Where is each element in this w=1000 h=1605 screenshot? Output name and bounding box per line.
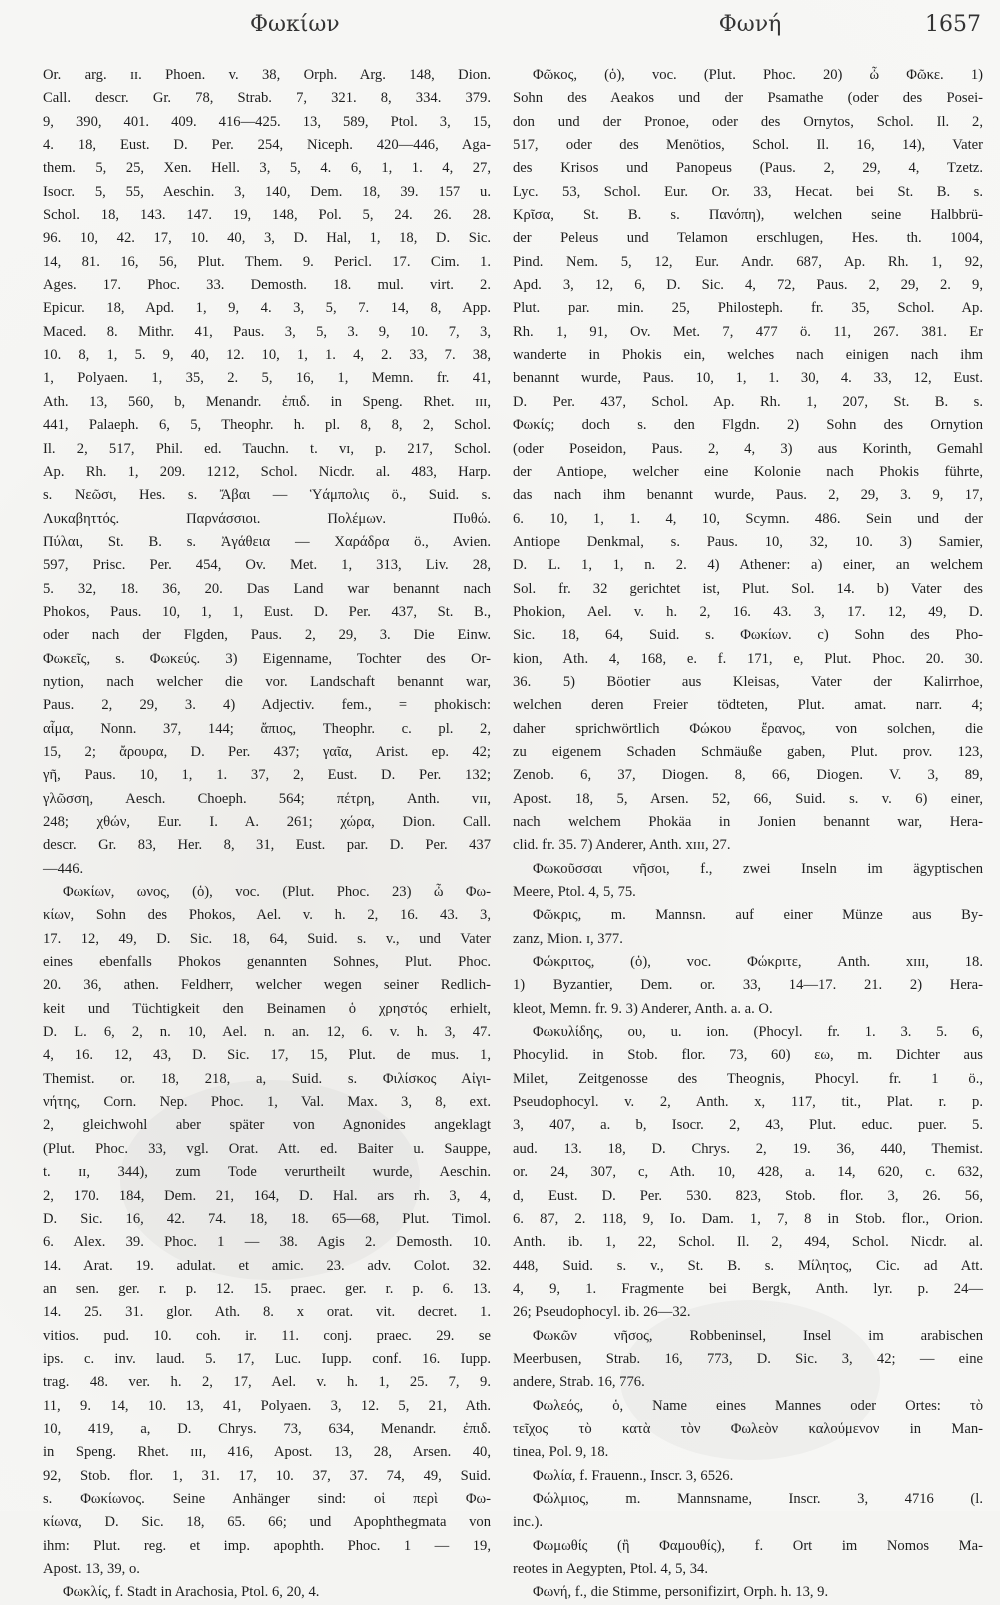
text-line: benannt wurde, Paus. 10, 1, 1. 30, 4. 33, 12, Eust.	[513, 370, 983, 387]
text-line: Call. descr. Gr. 78, Strab. 7, 321. 8, 334. 379.	[43, 90, 491, 107]
entry-headword-line: Φῶκρις, m. Mannsn. auf einer Münze aus By-	[533, 907, 983, 924]
text-line: welchen deren Freier tödteten, Plut. amat. narr. 4;	[513, 697, 983, 714]
text-line: 4. 18, Eust. D. Per. 254, Niceph. 420—446, Aga-	[43, 137, 491, 154]
text-line: don und der Pronoe, oder des Ornytos, Schol. Il. 2,	[513, 113, 983, 130]
text-line: Κρῖσα, St. B. s. Πανόπη), welchen seine Halbbrü-	[513, 207, 983, 224]
text-line: Apost. 13, 39, o.	[43, 1561, 140, 1577]
text-line: zanz, Mion. ɪ, 377.	[513, 930, 623, 947]
text-line: 9, 390, 401. 409. 416—425. 13, 589, Ptol. 3, 15,	[43, 113, 491, 130]
text-line: andere, Strab. 16, 776.	[513, 1374, 645, 1391]
text-line: Phokos, Paus. 10, 1, 1, Eust. D. Per. 437, St. B.,	[43, 603, 491, 620]
text-line: 248; χθών, Eur. I. A. 261; χώρα, Dion. Call.	[43, 814, 491, 830]
text-line: 17. 12, 49, D. Sic. 18, 64, Suid. s. v., und Vater	[43, 930, 491, 947]
text-line: Phocylid. in Stob. flor. 73, 60) εω, m. Dichter aus	[513, 1047, 983, 1064]
text-line: Apd. 3, 12, 6, D. Sic. 4, 72, Paus. 2, 29, 2. 9,	[513, 277, 983, 294]
text-line: s. Φωκίωνος. Seine Anhänger sind: οἱ περὶ Φω-	[43, 1490, 491, 1507]
text-line: s. Νεῶσι, Hes. s. Ἄβαι — Ὑάμπολις ö., Suid. s.	[43, 487, 491, 504]
entry-headword-line: Φωνή, f., die Stimme, personifizirt, Orph. h. 13, 9.	[533, 1584, 829, 1601]
text-line: 1) Byzantier, Dem. or. 33, 14—17. 21. 2) Hera-	[513, 977, 983, 994]
text-line: nach welchem Phokäa in Jonien benannt war, Hera-	[513, 814, 983, 830]
text-line: αἷμα, Nonn. 37, 144; ἄπιος, Theophr. c. pl. 2,	[43, 720, 491, 737]
text-line: 2, 170. 184, Dem. 21, 164, D. Hal. ars rh. 3, 4,	[43, 1187, 491, 1204]
text-line: 14. Arat. 19. adulat. et amic. 23. adv. Colot. 32.	[43, 1257, 491, 1274]
text-line: Φωκίς; doch s. den Flgdn. 2) Sohn des Ornytion	[513, 417, 983, 434]
text-line: Meerbusen, Strab. 16, 773, D. Sic. 3, 42; — eine	[513, 1350, 983, 1367]
text-line: clid. fr. 35. 7) Anderer, Anth. xɪɪɪ, 27.	[513, 837, 731, 854]
text-line: —446.	[43, 860, 84, 877]
entry-headword-line: Φωλία, f. Frauenn., Inscr. 3, 6526.	[533, 1467, 734, 1484]
text-line: 6. 87, 2. 118, 9, Io. Dam. 1, 7, 8 in Stob. flor., Orion.	[513, 1210, 983, 1227]
text-line: 14. 25. 31. glor. Ath. 8. x orat. vit. decret. 1.	[43, 1304, 491, 1321]
text-line: des Krisos und Panopeus (Paus. 2, 29, 4, Tzetz.	[513, 160, 983, 177]
entry-headword-line: Φωκῶν νῆσος, Robbeninsel, Insel im arabischen	[533, 1327, 983, 1344]
text-line: Pseudophocyl. v. 2, Anth. x, 117, tit., Plat. r. p.	[513, 1094, 983, 1111]
text-line: in Speng. Rhet. ɪɪɪ, 416, Apost. 13, 28, Arsen. 40,	[43, 1444, 491, 1461]
text-line: (oder Poseidon, Paus. 2, 4, 3) aus Korinth, Gemahl	[513, 440, 983, 457]
text-line: Paus. 2, 29, 3. 4) Adjectiv. fem., = phokisch:	[43, 697, 491, 714]
text-line: Isocr. 5, 55, Aeschin. 3, 140, Dem. 18, 39. 157 u.	[43, 183, 491, 200]
text-line: Maced. 8. Mithr. 41, Paus. 3, 5, 3. 9, 10. 7, 3,	[43, 323, 491, 340]
text-line: 4, 16. 12, 43, D. Sic. 17, 15, Plut. de mus. 1,	[43, 1047, 491, 1064]
text-line: kleot, Memn. fr. 9. 3) Anderer, Anth. a. a. O.	[513, 1000, 773, 1017]
entry-headword-line: Φωκίων, ωνος, (ὁ), voc. (Plut. Phoc. 23) ὦ Φω-	[63, 884, 491, 901]
text-line: τεῖχος τὸ κατὰ τὸν Φωλεὸν καλούμενον in Man-	[513, 1420, 983, 1437]
text-line: 14, 81. 16, 56, Plut. Them. 9. Pericl. 17. Cim. 1.	[43, 253, 491, 270]
text-line: Anth. ib. 1, 22, Schol. Il. 2, 494, Schol. Nicdr. al.	[513, 1234, 983, 1251]
text-line: das nach ihm benannt wurde, Paus. 2, 29, 3. 9, 17,	[513, 487, 983, 504]
text-line: 448, Suid. s. v., St. B. s. Μίλητος, Cic. ad Att.	[513, 1257, 983, 1274]
text-line: Sic. 18, 64, Suid. s. Φωκίων. c) Sohn des Pho-	[513, 627, 983, 644]
page-number: 1657	[925, 12, 981, 37]
entry-headword-line: Φωλεός, ὁ, Name eines Mannes oder Ortes: τὸ	[533, 1397, 983, 1414]
text-line: 26; Pseudophocyl. ib. 26—32.	[513, 1304, 691, 1321]
text-line: Themist. or. 18, 218, a, Suid. s. Φιλίσκος Αἰγι-	[43, 1070, 491, 1087]
running-head-right: Φωνή	[718, 12, 782, 37]
text-line: κίων, Sohn des Phokos, Ael. v. h. 2, 16. 43. 3,	[43, 907, 491, 924]
text-line: 2, gleichwohl aber später von Agnonides angeklagt	[43, 1117, 491, 1134]
text-line: Meere, Ptol. 4, 5, 75.	[513, 884, 636, 901]
text-line: aud. 13. 18, D. Chrys. 2, 19. 36, 440, Themist.	[513, 1140, 983, 1157]
text-line: Apost. 18, 5, Arsen. 52, 66, Suid. s. v. 6) einer,	[513, 790, 983, 807]
text-line: d, Eust. D. Per. 530. 823, Stob. flor. 3, 26. 56,	[513, 1187, 983, 1204]
text-line: 92, Stob. flor. 1, 31. 17, 10. 37, 37. 74, 49, Suid.	[43, 1467, 491, 1484]
text-line: 15, 2; ἄρουρα, D. Per. 437; γαῖα, Arist. ep. 42;	[43, 743, 491, 760]
text-line: Il. 2, 517, Phil. ed. Tauchn. t. ᴠɪ, p. 217, Schol.	[43, 440, 491, 457]
text-line: Antiope Denkmal, s. Paus. 10, 32, 10. 3) Samier,	[513, 533, 983, 550]
text-line: 441, Palaeph. 6, 5, Theophr. h. pl. 8, 8, 2, Schol.	[43, 417, 491, 434]
entry-headword-line: Φωκλίς, f. Stadt in Arachosia, Ptol. 6, 20, 4.	[63, 1584, 320, 1601]
text-line: zu eigenem Schaden Schmäuße gaben, Plut. prov. 123,	[513, 743, 983, 760]
text-line: Epicur. 18, Apd. 1, 9, 4. 3, 5, 7. 14, 8, App.	[43, 300, 491, 317]
text-line: der Antiope, welcher eine Kolonie nach Phokis führte,	[513, 463, 983, 480]
text-line: Phokion, Ael. v. h. 2, 16. 43. 3, 17. 12, 49, D.	[513, 603, 983, 620]
text-line: wanderte in Phokis ein, welches nach einigen nach ihm	[513, 347, 983, 364]
text-line: an sen. ger. r. p. 12. 15. praec. ger. r. p. 6. 13.	[43, 1280, 491, 1297]
text-line: D. Sic. 16, 42. 74. 18, 18. 65—68, Plut. Timol.	[43, 1210, 491, 1227]
text-line: γῆ, Paus. 10, 1, 1. 37, 2, Eust. D. Per. 132;	[43, 767, 491, 784]
right-column	[513, 64, 983, 1605]
text-line: reotes in Aegypten, Ptol. 4, 5, 34.	[513, 1561, 708, 1577]
text-line: 517, oder des Menötios, Schol. Il. 16, 14), Vater	[513, 137, 983, 154]
entry-headword-line: Φώλμιος, m. Mannsname, Inscr. 3, 4716 (l.	[533, 1490, 983, 1507]
text-line: Milet, Zeitgenosse des Theognis, Phocyl. fr. 1 ö.,	[513, 1070, 983, 1087]
text-line: Sohn des Aeakos und der Psamathe (oder des Posei-	[513, 90, 983, 107]
text-line: Plut. par. min. 25, Philosteph. fr. 35, Schol. Ap.	[513, 300, 983, 317]
text-line: keit und Tüchtigkeit den Beinamen ὁ χρηστός erhielt,	[43, 1000, 491, 1017]
entry-headword-line: Φωκυλίδης, ου, u. ion. (Phocyl. fr. 1. 3. 5. 6,	[533, 1024, 983, 1041]
text-line: 597, Prisc. Per. 454, Ov. Met. 1, 313, Liv. 28,	[43, 557, 491, 574]
text-line: D. L. 6, 2, n. 10, Ael. n. an. 12, 6. v. h. 3, 47.	[43, 1024, 491, 1041]
text-line: D. L. 1, 1, n. 2. 4) Athener: a) einer, an welchem	[513, 557, 983, 574]
text-line: νήτης, Corn. Nep. Phoc. 1, Val. Max. 3, 8, ext.	[43, 1094, 491, 1111]
text-line: 10, 419, a, D. Chrys. 73, 634, Menandr. ἐπιδ.	[43, 1420, 491, 1437]
text-line: Ath. 13, 560, b, Menandr. ἐπιδ. in Speng. Rhet. ɪɪɪ,	[43, 393, 491, 410]
text-line: Lyc. 53, Schol. Eur. Or. 33, Hecat. bei St. B. s.	[513, 183, 983, 200]
entry-headword-line: Φωμωθίς (ἢ Φαμουθίς), f. Ort im Nomos Ma-	[533, 1537, 983, 1554]
text-line: κίωνα, D. Sic. 18, 65. 66; und Apophthegmata von	[43, 1514, 491, 1531]
text-line: 10. 8, 1, 5. 9, 40, 12. 10, 1, 1. 4, 2. 33, 7. 38,	[43, 347, 491, 364]
text-line: 1, Polyaen. 1, 35, 2. 5, 16, 1, Memn. fr. 41,	[43, 370, 491, 387]
text-line: eines ebenfalls Phokos genannten Sohnes, Plut. Phoc.	[43, 954, 491, 971]
text-line: or. 24, 307, c, Ath. 10, 428, a. 14, 620, c. 632,	[513, 1164, 983, 1181]
text-line: Zenob. 6, 37, Diogen. 8, 66, Diogen. V. 3, 89,	[513, 767, 983, 784]
text-line: Pind. Nem. 5, 12, Eur. Andr. 687, Ap. Rh. 1, 92,	[513, 253, 983, 270]
entry-headword-line: Φῶκος, (ὁ), voc. (Plut. Phoc. 20) ὦ Φῶκε. 1)	[533, 67, 983, 83]
text-line: Ages. 17. Phoc. 33. Demosth. 18. mul. virt. 2.	[43, 277, 491, 294]
text-line: 20. 36, athen. Feldherr, welcher wegen seiner Redlich-	[43, 977, 491, 994]
text-line: Or. arg. ɪɪ. Phoen. v. 38, Orph. Arg. 148, Dion.	[43, 67, 491, 83]
text-line: 36. 5) Böotier aus Kleisas, Vater der Kalirrhoe,	[513, 673, 983, 690]
text-line: ips. c. inv. laud. 5. 17, Luc. Iupp. conf. 16. Iupp.	[43, 1350, 491, 1367]
text-line: Schol. 18, 143. 147. 19, 148, Pol. 5, 24. 26. 28.	[43, 207, 491, 224]
text-line: Rh. 1, 91, Ov. Met. 7, 477 ö. 11, 267. 381. Er	[513, 323, 983, 340]
text-line: them. 5, 25, Xen. Hell. 3, 5, 4. 6, 1, 1. 4, 27,	[43, 160, 491, 177]
text-line: nytion, nach welcher die vor. Landschaft benannt war,	[43, 673, 491, 690]
left-column	[43, 64, 491, 1605]
text-line: inc.).	[513, 1514, 543, 1531]
entry-headword-line: Φώκριτος, (ὁ), voc. Φώκριτε, Anth. xɪɪɪ, 18.	[533, 954, 983, 971]
text-line: 96. 10, 42. 17, 10. 40, 3, D. Hal, 1, 18, D. Sic.	[43, 230, 491, 247]
text-line: 6. 10, 1, 1. 4, 10, Scymn. 486. Sein und der	[513, 510, 983, 527]
text-line: der Peleus und Telamon erschlugen, Hes. th. 1004,	[513, 230, 983, 247]
text-line: Sol. fr. 32 gerichtet ist, Plut. Sol. 14. b) Vater des	[513, 580, 983, 597]
text-line: trag. 48. ver. h. 2, 17, Ael. v. h. 1, 25. 7, 9.	[43, 1374, 491, 1391]
text-line: Ap. Rh. 1, 209. 1212, Schol. Nicdr. al. 483, Harp.	[43, 463, 491, 480]
text-line: Φωκεῖς, s. Φωκεύς. 3) Eigenname, Tochter des Or-	[43, 650, 491, 667]
running-head-left: Φωκίων	[250, 12, 340, 37]
text-line: 4, 9, 1. Fragmente bei Bergk, Anth. lyr. p. 24—	[513, 1280, 983, 1297]
text-line: daher sprichwörtlich Φώκου ἔρανος, von solchen, die	[513, 720, 983, 737]
text-line: 5. 32, 18. 36, 20. Das Land war benannt nach	[43, 580, 491, 597]
text-line: vitios. pud. 10. coh. ir. 11. conj. praec. 29. se	[43, 1327, 491, 1344]
text-line: descr. Gr. 83, Her. 8, 31, Eust. par. D. Per. 437	[43, 837, 491, 854]
text-line: 3, 407, a. b, Isocr. 2, 43, Plut. educ. puer. 5.	[513, 1117, 983, 1134]
text-line: tinea, Pol. 9, 18.	[513, 1444, 609, 1461]
entry-headword-line: Φωκοῦσσαι νῆσοι, f., zwei Inseln im ägyptischen	[533, 860, 983, 877]
text-line: 6. Alex. 39. Phoc. 1 — 38. Agis 2. Demosth. 10.	[43, 1234, 491, 1251]
text-line: ihm: Plut. reg. et imp. apophth. Phoc. 1 — 19,	[43, 1537, 491, 1554]
text-line: oder nach der Flgden, Paus. 2, 29, 3. Die Einw.	[43, 627, 491, 644]
text-line: 11, 9. 14, 10. 13, 41, Polyaen. 3, 12. 5, 21, Ath.	[43, 1397, 491, 1414]
text-line: D. Per. 437, Schol. Ap. Rh. 1, 207, St. B. s.	[513, 393, 983, 410]
text-line: t. ɪɪ, 344), zum Tode verurtheilt wurde, Aeschin.	[43, 1164, 491, 1181]
text-line: γλῶσση, Aesch. Choeph. 564; πέτρη, Anth. ᴠɪɪ,	[43, 790, 491, 807]
text-line: (Plut. Phoc. 33, vgl. Orat. Att. ed. Baiter u. Sauppe,	[43, 1140, 491, 1157]
text-line: Πύλαι, St. B. s. Ἀγάθεια — Χαράδρα ö., Avien.	[43, 533, 491, 550]
text-line: Λυκαβηττός. Παρνάσσιοι. Πολέμων. Πυθώ.	[43, 510, 491, 527]
text-line: kion, Ath. 4, 168, e. f. 171, e, Plut. Phoc. 20. 30.	[513, 650, 983, 667]
